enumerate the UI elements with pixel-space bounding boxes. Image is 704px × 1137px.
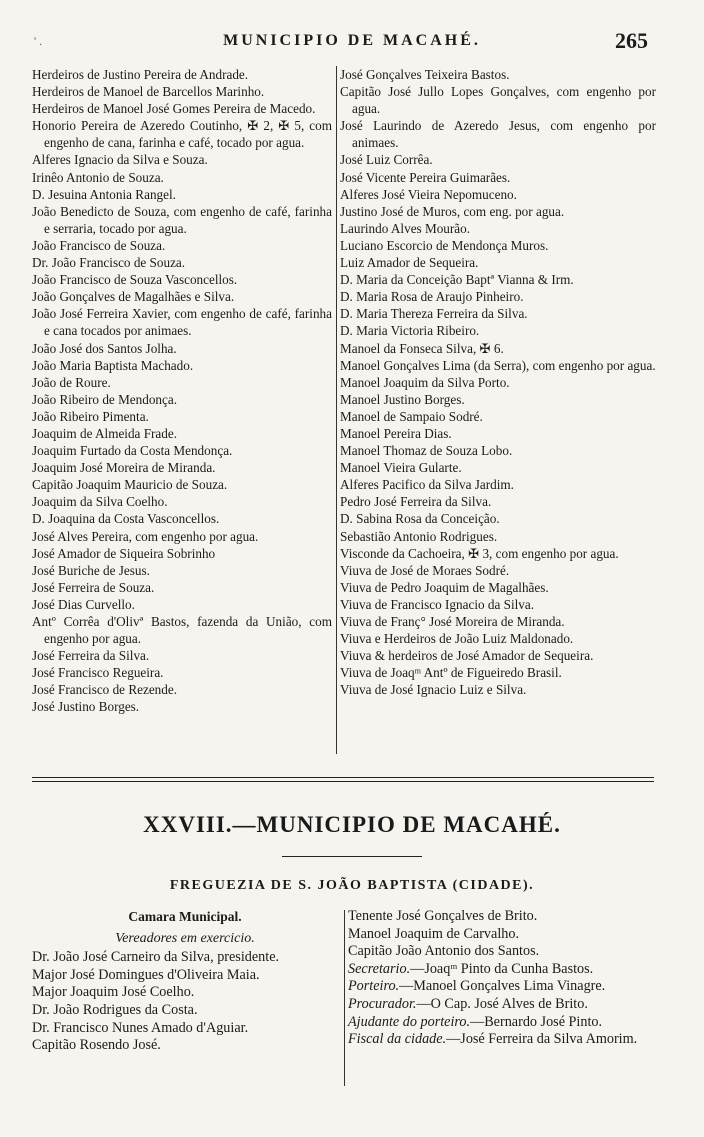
running-head (0, 28, 704, 58)
list-entry: José Vicente Pereira Guimarães. (340, 169, 511, 185)
list-entry: João Francisco de Souza. (32, 237, 166, 253)
officer-role: Ajudante do porteiro. (348, 1013, 471, 1030)
list-entry: João Ribeiro Pimenta. (32, 408, 149, 424)
vereador-entry: Dr. João José Carneiro da Silva, presidente. (32, 949, 280, 966)
list-entry: José Dias Curvello. (32, 596, 135, 612)
list-entry: Manoel Vieira Gularte. (340, 460, 462, 476)
list-entry: José Ferreira de Souza. (32, 579, 155, 595)
camara-column-divider (344, 910, 345, 1086)
section-rule-top (32, 777, 654, 778)
officer-name: —José Ferreira da Silva Amorim. (446, 1031, 638, 1048)
list-entry: Viuva de Joaqᵐ Antº de Figueiredo Brasil. (340, 665, 562, 681)
list-entry: Luciano Escorcio de Mendonça Muros. (340, 237, 549, 253)
list-entry: Dr. João Francisco de Souza. (32, 255, 186, 271)
list-entry: Viuva de Francisco Ignacio da Silva. (340, 596, 535, 612)
list-entry: Manoel Pereira Dias. (340, 425, 452, 441)
officers-list (348, 961, 658, 1049)
running-title: MUNICIPIO DE MACAHÉ. (223, 32, 481, 49)
officer-entry (348, 1031, 658, 1049)
list-entry: Herdeiros de Manoel José Gomes Pereira de Macedo. (32, 101, 316, 117)
list-entry: José Francisco Regueira. (32, 665, 164, 681)
list-entry: Joaquim de Almeida Frade. (32, 425, 178, 441)
list-entry: José Luiz Corrêa. (340, 152, 433, 168)
corner-marks: ' . (34, 34, 43, 48)
right-column-list (340, 66, 656, 698)
list-entry: Antº Corrêa d'Olivª Bastos, fazenda da União, com engenho por agua. (32, 614, 332, 647)
section-rule-bottom (32, 781, 654, 782)
camara-heading: Camara Municipal. (128, 909, 242, 924)
list-entry: Irinêo Antonio de Souza. (32, 169, 164, 185)
list-entry: Manoel da Fonseca Silva, ✠ 6. (340, 340, 504, 356)
parish-title: FREGUEZIA DE S. JOÃO BAPTISTA (CIDADE). (169, 878, 535, 893)
list-entry: João Francisco de Souza Vasconcellos. (32, 272, 238, 288)
officer-role: Fiscal da cidade. (348, 1031, 447, 1048)
vereadores-list-continued (348, 908, 658, 961)
list-entry: Viuva & herdeiros de José Amador de Sequeira. (340, 648, 594, 664)
list-entry: João Ribeiro de Mendonça. (32, 391, 178, 407)
list-entry: José Justino Borges. (32, 699, 140, 715)
list-entry: Manoel Gonçalves Lima (da Serra), com engenho por agua. (340, 357, 656, 373)
list-entry: Herdeiros de Justino Pereira de Andrade. (32, 67, 249, 82)
list-entry: Viuva de José de Moraes Sodré. (340, 562, 510, 578)
list-entry: José Laurindo de Azeredo Jesus, com engenho por animaes. (340, 118, 656, 151)
vereador-entry: Dr. João Rodrigues da Costa. (32, 1001, 198, 1018)
list-entry: Joaquim Furtado da Costa Mendonça. (32, 443, 233, 459)
vereador-entry: Capitão João Antonio dos Santos. (348, 943, 540, 960)
list-entry: D. Sabina Rosa da Conceição. (340, 511, 500, 527)
list-entry: D. Jesuina Antonia Rangel. (32, 186, 176, 202)
officer-name: —Bernardo José Pinto. (470, 1013, 603, 1030)
list-entry: Joaquim da Silva Coelho. (32, 494, 168, 510)
list-entry: Laurindo Alves Mourão. (340, 220, 471, 236)
list-entry: José Buriche de Jesus. (32, 562, 150, 578)
page-number: 265 (615, 28, 648, 53)
list-entry: José Alves Pereira, com engenho por agua. (32, 528, 259, 544)
officer-entry (348, 1014, 658, 1032)
list-entry: Visconde da Cachoeira, ✠ 3, com engenho por agua. (340, 545, 619, 561)
list-entry: Capitão José Jullo Lopes Gonçalves, com engenho por agua. (340, 84, 656, 117)
list-entry: João Maria Baptista Machado. (32, 357, 194, 373)
officer-name: —O Cap. José Alves de Brito. (416, 995, 588, 1012)
officer-role: Porteiro. (348, 978, 400, 995)
list-entry: José Francisco de Rezende. (32, 682, 178, 698)
column-divider (336, 66, 337, 754)
officer-entry (348, 961, 658, 979)
list-entry: D. Joaquina da Costa Vasconcellos. (32, 511, 220, 527)
list-entry: José Ferreira da Silva. (32, 648, 150, 664)
officer-entry (348, 978, 658, 996)
vereadores-subheading: Vereadores em exercicio. (115, 930, 255, 946)
section-title: XXVIII.—MUNICIPIO DE MACAHÉ. (143, 812, 561, 837)
list-entry: Herdeiros de Manoel de Barcellos Marinho. (32, 84, 265, 100)
list-entry: Alferes José Vieira Nepomuceno. (340, 186, 517, 202)
list-entry: Luiz Amador de Sequeira. (340, 255, 479, 271)
officer-name: —Joaqᵐ Pinto da Cunha Bastos. (410, 960, 594, 977)
list-entry: João Gonçalves de Magalhães e Silva. (32, 289, 235, 305)
list-entry: D. Maria Rosa de Araujo Pinheiro. (340, 289, 524, 305)
list-entry: João Benedicto de Souza, com engenho de café, farinha e serraria, tocado por agua. (32, 203, 332, 236)
list-entry: Joaquim José Moreira de Miranda. (32, 460, 216, 476)
list-entry: Sebastião Antonio Rodrigues. (340, 528, 498, 544)
left-column-list (32, 66, 332, 716)
camara-right-column (348, 908, 658, 1049)
list-entry: João de Roure. (32, 374, 111, 390)
vereador-entry: Dr. Francisco Nunes Amado d'Aguiar. (32, 1019, 249, 1036)
officer-entry (348, 996, 658, 1014)
list-entry: Manoel Joaquim da Silva Porto. (340, 374, 510, 390)
list-entry: Alferes Pacifico da Silva Jardim. (340, 477, 514, 493)
officer-role: Secretario. (348, 960, 411, 977)
vereador-entry: Capitão Rosendo José. (32, 1037, 161, 1054)
list-entry: Viuva de Franç° José Moreira de Miranda. (340, 614, 565, 629)
officer-role: Procurador. (348, 995, 417, 1012)
list-entry: D. Maria da Conceição Baptª Vianna & Irm. (340, 272, 574, 288)
list-entry: Pedro José Ferreira da Silva. (340, 494, 492, 510)
vereador-entry: Major José Domingues d'Oliveira Maia. (32, 966, 260, 983)
list-entry: João José Ferreira Xavier, com engenho de café, farinha e cana tocados por animaes. (32, 306, 332, 339)
list-entry: Honorio Pereira de Azeredo Coutinho, ✠ 2, ✠ 5, com engenho de cana, farinha e café, tocado por agua. (32, 118, 332, 151)
list-entry: Viuva de José Ignacio Luiz e Silva. (340, 682, 527, 698)
list-entry: Justino José de Muros, com eng. por agua. (340, 203, 565, 219)
list-entry: Viuva de Pedro Joaquim de Magalhães. (340, 579, 549, 595)
list-entry: Viuva e Herdeiros de João Luiz Maldonado. (340, 631, 574, 647)
list-entry: Manoel de Sampaio Sodré. (340, 408, 483, 424)
list-entry: D. Maria Thereza Ferreira da Silva. (340, 306, 528, 322)
vereador-entry: Major Joaquim José Coelho. (32, 984, 195, 1001)
list-entry: Manoel Justino Borges. (340, 391, 465, 407)
section-short-rule (282, 856, 422, 857)
list-entry: Alferes Ignacio da Silva e Souza. (32, 152, 208, 168)
list-entry: D. Maria Victoria Ribeiro. (340, 323, 480, 339)
list-entry: José Amador de Siqueira Sobrinho (32, 545, 216, 561)
list-entry: João José dos Santos Jolha. (32, 340, 177, 356)
officer-name: —Manoel Gonçalves Lima Vinagre. (399, 978, 606, 995)
vereador-entry: Manoel Joaquim de Carvalho. (348, 925, 519, 942)
list-entry: José Gonçalves Teixeira Bastos. (340, 67, 510, 82)
vereadores-list (32, 949, 338, 1055)
list-entry: Capitão Joaquim Mauricio de Souza. (32, 477, 228, 493)
vereador-entry: Tenente José Gonçalves de Brito. (348, 908, 538, 924)
list-entry: Manoel Thomaz de Souza Lobo. (340, 443, 513, 459)
camara-left-column (32, 908, 338, 1055)
